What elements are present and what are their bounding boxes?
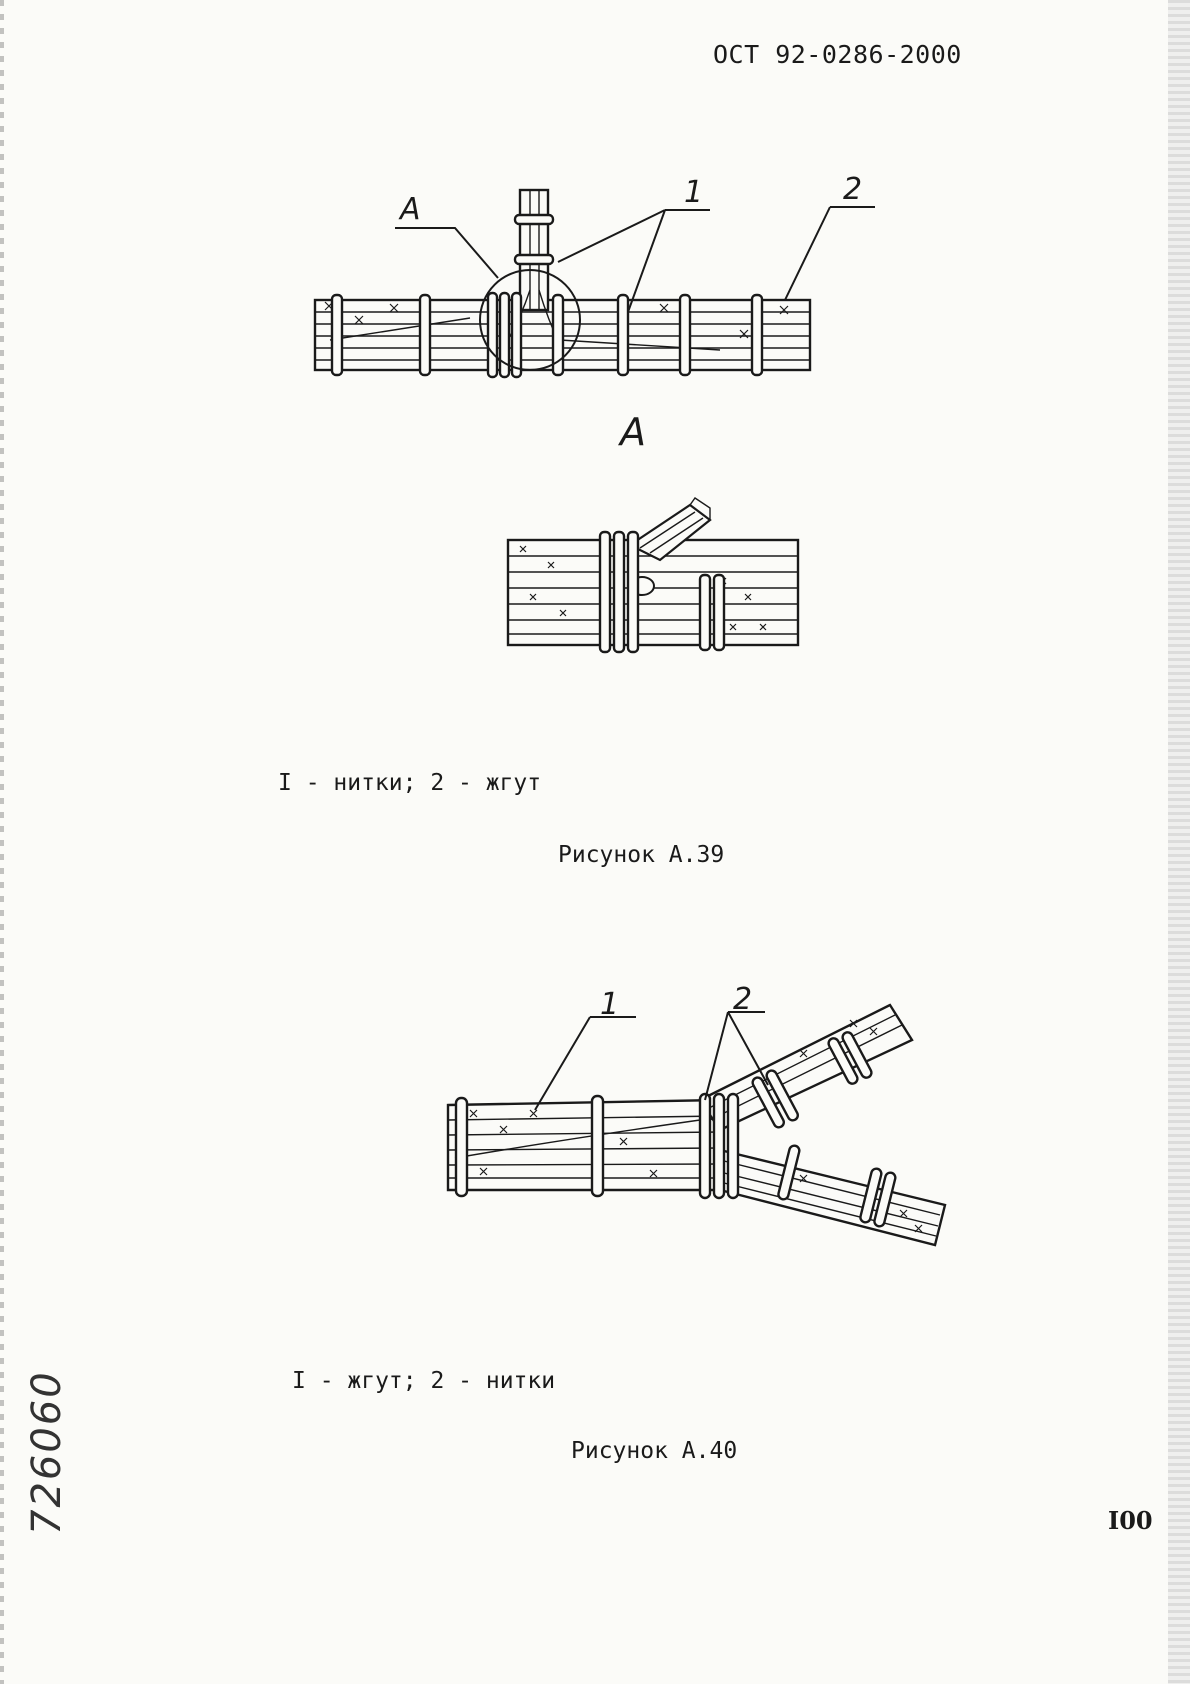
fig39-caption: Рисунок А.39 [558,842,725,868]
fig40-caption: Рисунок А.40 [571,1438,738,1464]
fig40-callout-2: 2 [733,982,753,1017]
fig40-lower-branch [720,1150,945,1245]
document-code: ОСТ 92-0286-2000 [713,40,962,69]
fig39-callout-1: 1 [684,175,704,210]
fig40-main-harness [448,1100,720,1190]
fig39-legend: I - нитки; 2 - жгут [278,770,542,796]
page-number: I00 [1108,1506,1153,1535]
fig40-callout-1: 1 [600,987,620,1022]
fig40-legend: I - жгут; 2 - нитки [292,1368,556,1394]
fig39-callout-a-leader: А [400,192,421,227]
fig39-detail-label: А [620,410,646,454]
fig39-callout-2: 2 [843,172,863,207]
inventory-number: 726060 [24,1370,70,1535]
